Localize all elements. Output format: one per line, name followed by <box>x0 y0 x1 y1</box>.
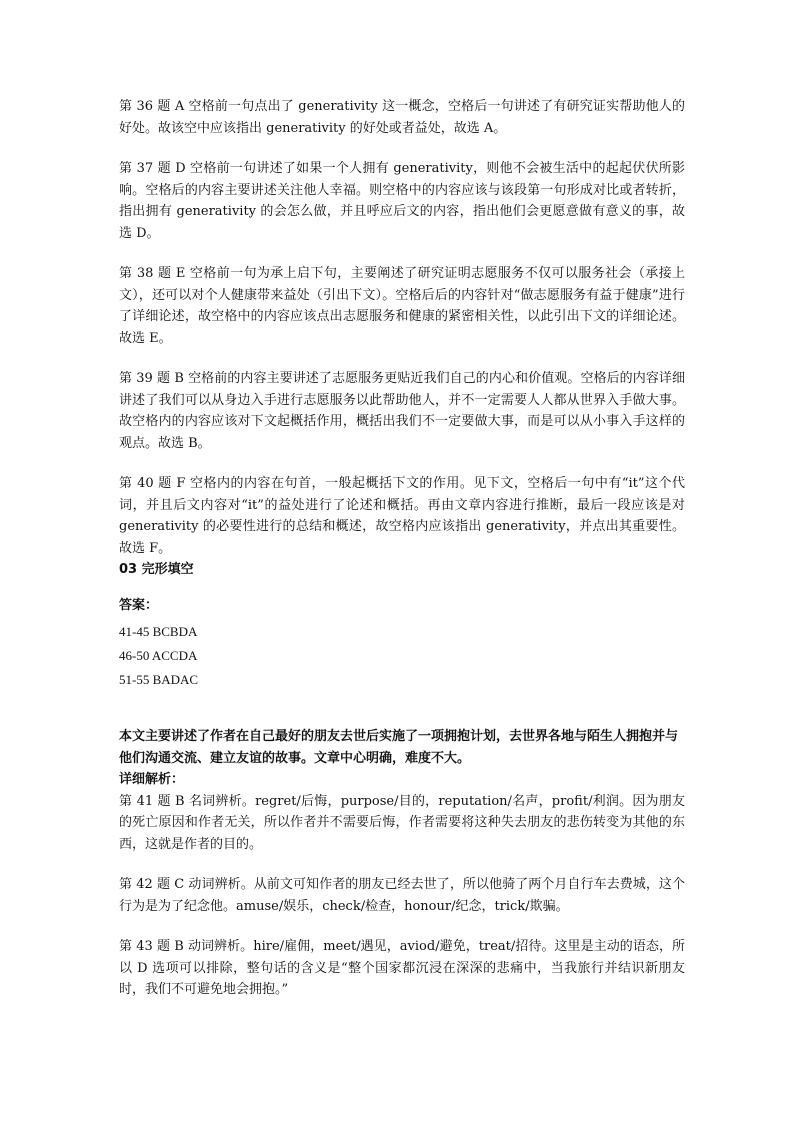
paragraph-q43: 第 43 题 B 动词辨析。hire/雇佣，meet/遇见，aviod/避免，treat/招待。这里是主动的语态，所以 D 选项可以排除，整句话的含义是“整个国家都沉浸在深深的悲痛中，当我旅行并结识新朋友时，我们不可避免地会拥抱。” <box>119 939 685 997</box>
paragraph-q40: 第 40 题 F 空格内的内容在句首，一般起概括下文的作用。见下文，空格后一句中有“it”这个代词，并且后文内容对“it”的益处进行了论述和概括。再由文章内容进行推断，最后一段应该是对 generativity 的必要性进行的总结和概述，故空格内应该指出 generativity，并点出其重要性。故选 F。 <box>119 476 685 556</box>
paragraph-q42: 第 42 题 C 动词辨析。从前文可知作者的朋友已经去世了，所以他骑了两个月自行车去费城，这个行为是为了纪念他。amuse/娱乐，check/检查，honour/纪念，trick/欺骗。 <box>119 877 685 914</box>
answer-line: 46-50 ACCDA <box>119 648 198 663</box>
answers-label: 答案： <box>119 597 159 613</box>
paragraph-q37: 第 37 题 D 空格前一句讲述了如果一个人拥有 generativity，则他不会被生活中的起起伏伏所影响。空格后的内容主要讲述关注他人幸福。则空格中的内容应该与该段第一句形成对比或者转折，指出拥有 generativity 的会怎么做，并且呼应后文的内容，指出他们会更愿意做有意义的事，故选 D。 <box>119 161 686 241</box>
section-heading: 03 完形填空 <box>119 562 194 577</box>
answer-line: 41-45 BCBDA <box>119 624 198 639</box>
answer-line: 51-55 BADAC <box>119 672 199 687</box>
paragraph-q41: 第 41 题 B 名词辨析。regret/后悔，purpose/目的，reputation/名声，profit/利润。因为朋友的死亡原因和作者无关，所以作者并不需要后悔，作者需要将这种失去朋友的悲伤转变为其他的东西，这就是作者的目的。 <box>119 793 685 852</box>
detail-label: 详细解析： <box>119 772 185 787</box>
paragraph-q38: 第 38 题 E 空格前一句为承上启下句，主要阐述了研究证明志愿服务不仅可以服务社会（承接上文），还可以对个人健康带来益处（引出下文）。空格后后的内容针对“做志愿服务有益于健康”进行了详细论述，故空格中的内容应该点出志愿服务和健康的紧密相关性，以此引出下文的详细论述。故选 E。 <box>119 266 685 346</box>
summary-paragraph: 本文主要讲述了作者在自己最好的朋友去世后实施了一项拥抱计划，去世界各地与陌生人拥抱并与他们沟通交流、建立友谊的故事。文章中心明确，难度不大。 <box>119 729 679 766</box>
paragraph-q39: 第 39 题 B 空格前的内容主要讲述了志愿服务更贴近我们自己的内心和价值观。空格后的内容详细讲述了我们可以从身边入手进行志愿服务以此帮助他人，并不一定需要人人都从世界入手做大事。故空格内的内容应该对下文起概括作用，概括出我们不一定要做大事，而是可以从小事入手这样的观点。故选 B。 <box>119 371 685 451</box>
document-page <box>119 96 685 1020</box>
paragraph-q36: 第 36 题 A 空格前一句点出了 generativity 这一概念，空格后一句讲述了有研究证实帮助他人的好处。故该空中应该指出 generativity 的好处或者益处，故选 A。 <box>119 99 685 136</box>
